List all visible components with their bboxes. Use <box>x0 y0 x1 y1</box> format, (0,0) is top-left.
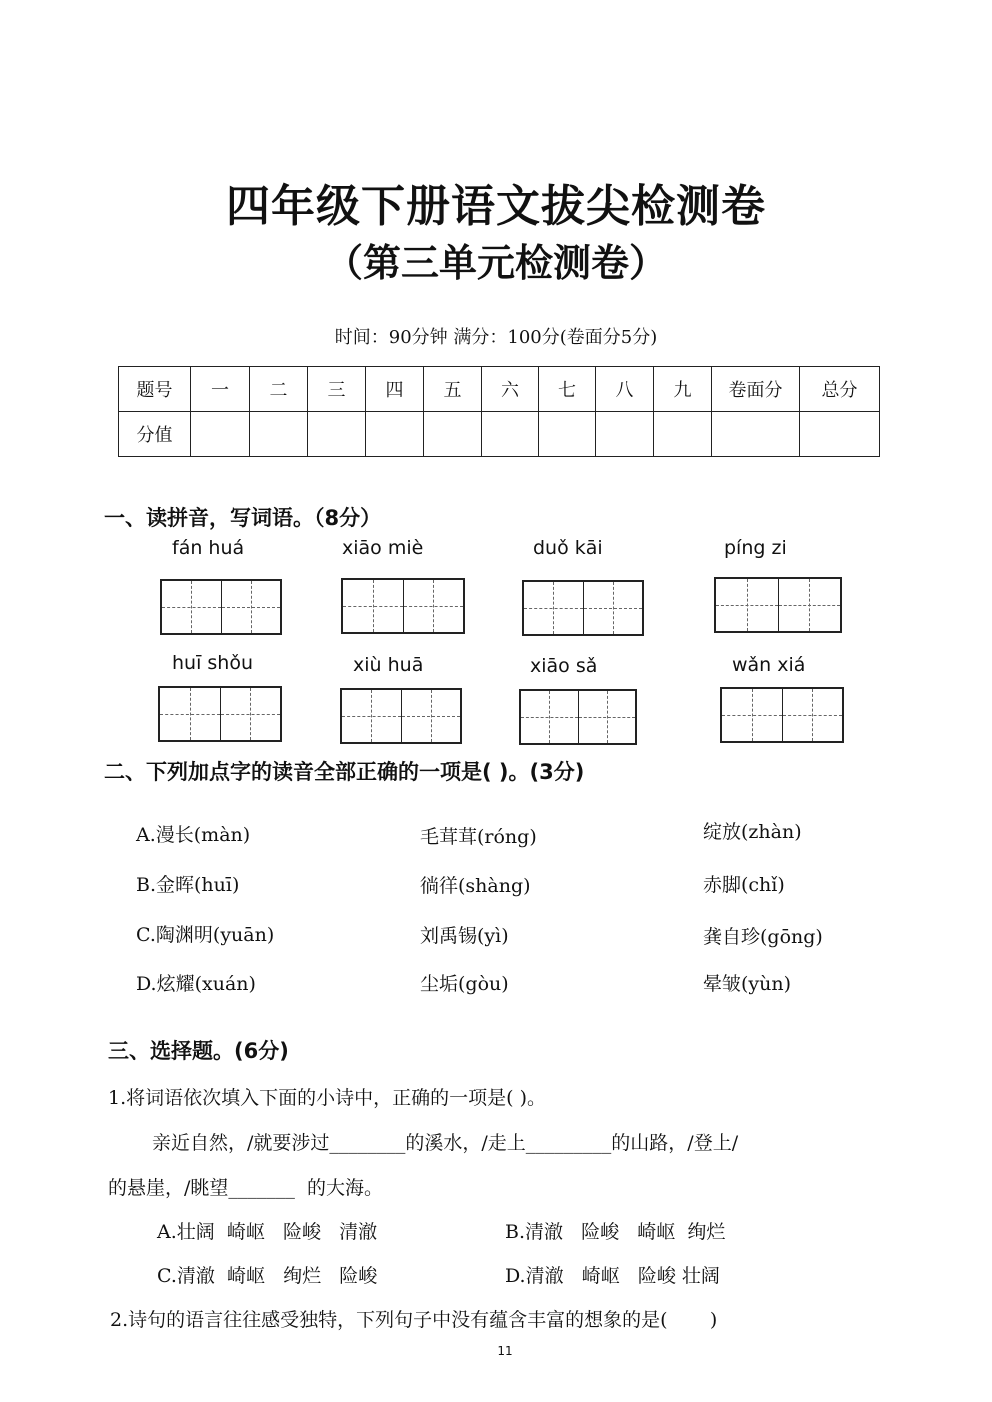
option-text: 刘禹锡(yì) <box>420 925 509 947</box>
table-cell: 总分 <box>800 367 880 412</box>
score-table-header-row <box>119 367 880 412</box>
score-input-cell[interactable] <box>366 412 424 457</box>
score-table-value-row <box>119 412 880 457</box>
writing-grid[interactable] <box>340 688 462 744</box>
table-cell: 九 <box>654 367 712 412</box>
table-cell: 七 <box>539 367 596 412</box>
choice-d: D.清澈 崎岖 险峻 壮阔 <box>505 1265 720 1287</box>
option-text: 尘垢(gòu) <box>420 973 509 995</box>
option-text: 晕皱(yùn) <box>703 973 792 995</box>
table-cell: 六 <box>482 367 539 412</box>
choice-b: B.清澈 险峻 崎岖 绚烂 <box>505 1221 726 1243</box>
score-input-cell[interactable] <box>250 412 308 457</box>
option-d: D.炫耀(xuán) <box>136 973 256 995</box>
question-1: 1.将词语依次填入下面的小诗中，正确的一项是( )。 <box>108 1087 546 1109</box>
choice-a: A.壮阔 崎岖 险峻 清澈 <box>157 1221 378 1243</box>
score-input-cell[interactable] <box>654 412 712 457</box>
writing-grid[interactable] <box>160 579 282 635</box>
table-cell: 四 <box>366 367 424 412</box>
pinyin-label: duǒ kāi <box>533 537 603 559</box>
score-input-cell[interactable] <box>800 412 880 457</box>
pinyin-label: huī shǒu <box>172 652 254 674</box>
option-text: 毛茸茸(róng) <box>420 826 537 848</box>
section1-title: 一、读拼音，写词语。（8分） <box>104 506 382 530</box>
question-2: 2.诗句的语言往往感受独特，下列句子中没有蕴含丰富的想象的是( ) <box>110 1309 718 1331</box>
table-cell: 卷面分 <box>712 367 800 412</box>
choice-c: C.清澈 崎岖 绚烂 险峻 <box>157 1265 378 1287</box>
option-c: C.陶渊明(yuān) <box>136 924 275 946</box>
page-subtitle: （第三单元检测卷） <box>324 241 667 285</box>
option-text: 赤脚(chǐ) <box>703 874 785 896</box>
score-input-cell[interactable] <box>539 412 596 457</box>
section3-title: 三、选择题。(6分) <box>108 1039 289 1063</box>
table-cell: 二 <box>250 367 308 412</box>
option-text: 徜徉(shàng) <box>420 875 531 897</box>
option-text: 龚自珍(gōng) <box>703 926 823 948</box>
score-input-cell[interactable] <box>482 412 539 457</box>
score-input-cell[interactable] <box>712 412 800 457</box>
exam-info: 时间：90分钟 满分：100分(卷面分5分) <box>334 327 658 348</box>
pinyin-label: fán huá <box>172 537 245 559</box>
score-input-cell[interactable] <box>308 412 366 457</box>
writing-grid[interactable] <box>158 686 282 742</box>
table-cell: 题号 <box>119 367 191 412</box>
poem-line-2: 的悬崖，/眺望_______ 的大海。 <box>108 1177 383 1199</box>
writing-grid[interactable] <box>522 580 644 636</box>
score-table <box>118 366 880 457</box>
option-b: B.金晖(huī) <box>136 874 240 896</box>
page-number: 11 <box>497 1344 513 1358</box>
pinyin-label: xiāo miè <box>342 537 424 559</box>
pinyin-label: píng zi <box>724 537 787 559</box>
table-cell: 分值 <box>119 412 191 457</box>
pinyin-label: xiāo sǎ <box>530 655 598 677</box>
writing-grid[interactable] <box>720 687 844 743</box>
table-cell: 八 <box>596 367 654 412</box>
score-input-cell[interactable] <box>424 412 482 457</box>
writing-grid[interactable] <box>519 689 637 745</box>
page-title: 四年级下册语文拔尖检测卷 <box>226 181 766 232</box>
score-input-cell[interactable] <box>191 412 250 457</box>
writing-grid[interactable] <box>341 578 465 634</box>
pinyin-label: wǎn xiá <box>732 654 806 676</box>
option-text: 绽放(zhàn) <box>703 821 802 843</box>
poem-line-1: 亲近自然，/就要涉过________的溪水，/走上_________的山路，/登上/ <box>152 1132 739 1154</box>
option-a: A.漫长(màn) <box>136 824 251 846</box>
writing-grid[interactable] <box>714 577 842 633</box>
section2-title: 二、下列加点字的读音全部正确的一项是( )。(3分) <box>104 760 585 784</box>
pinyin-label: xiù huā <box>353 654 424 676</box>
table-cell: 一 <box>191 367 250 412</box>
table-cell: 三 <box>308 367 366 412</box>
score-input-cell[interactable] <box>596 412 654 457</box>
table-cell: 五 <box>424 367 482 412</box>
